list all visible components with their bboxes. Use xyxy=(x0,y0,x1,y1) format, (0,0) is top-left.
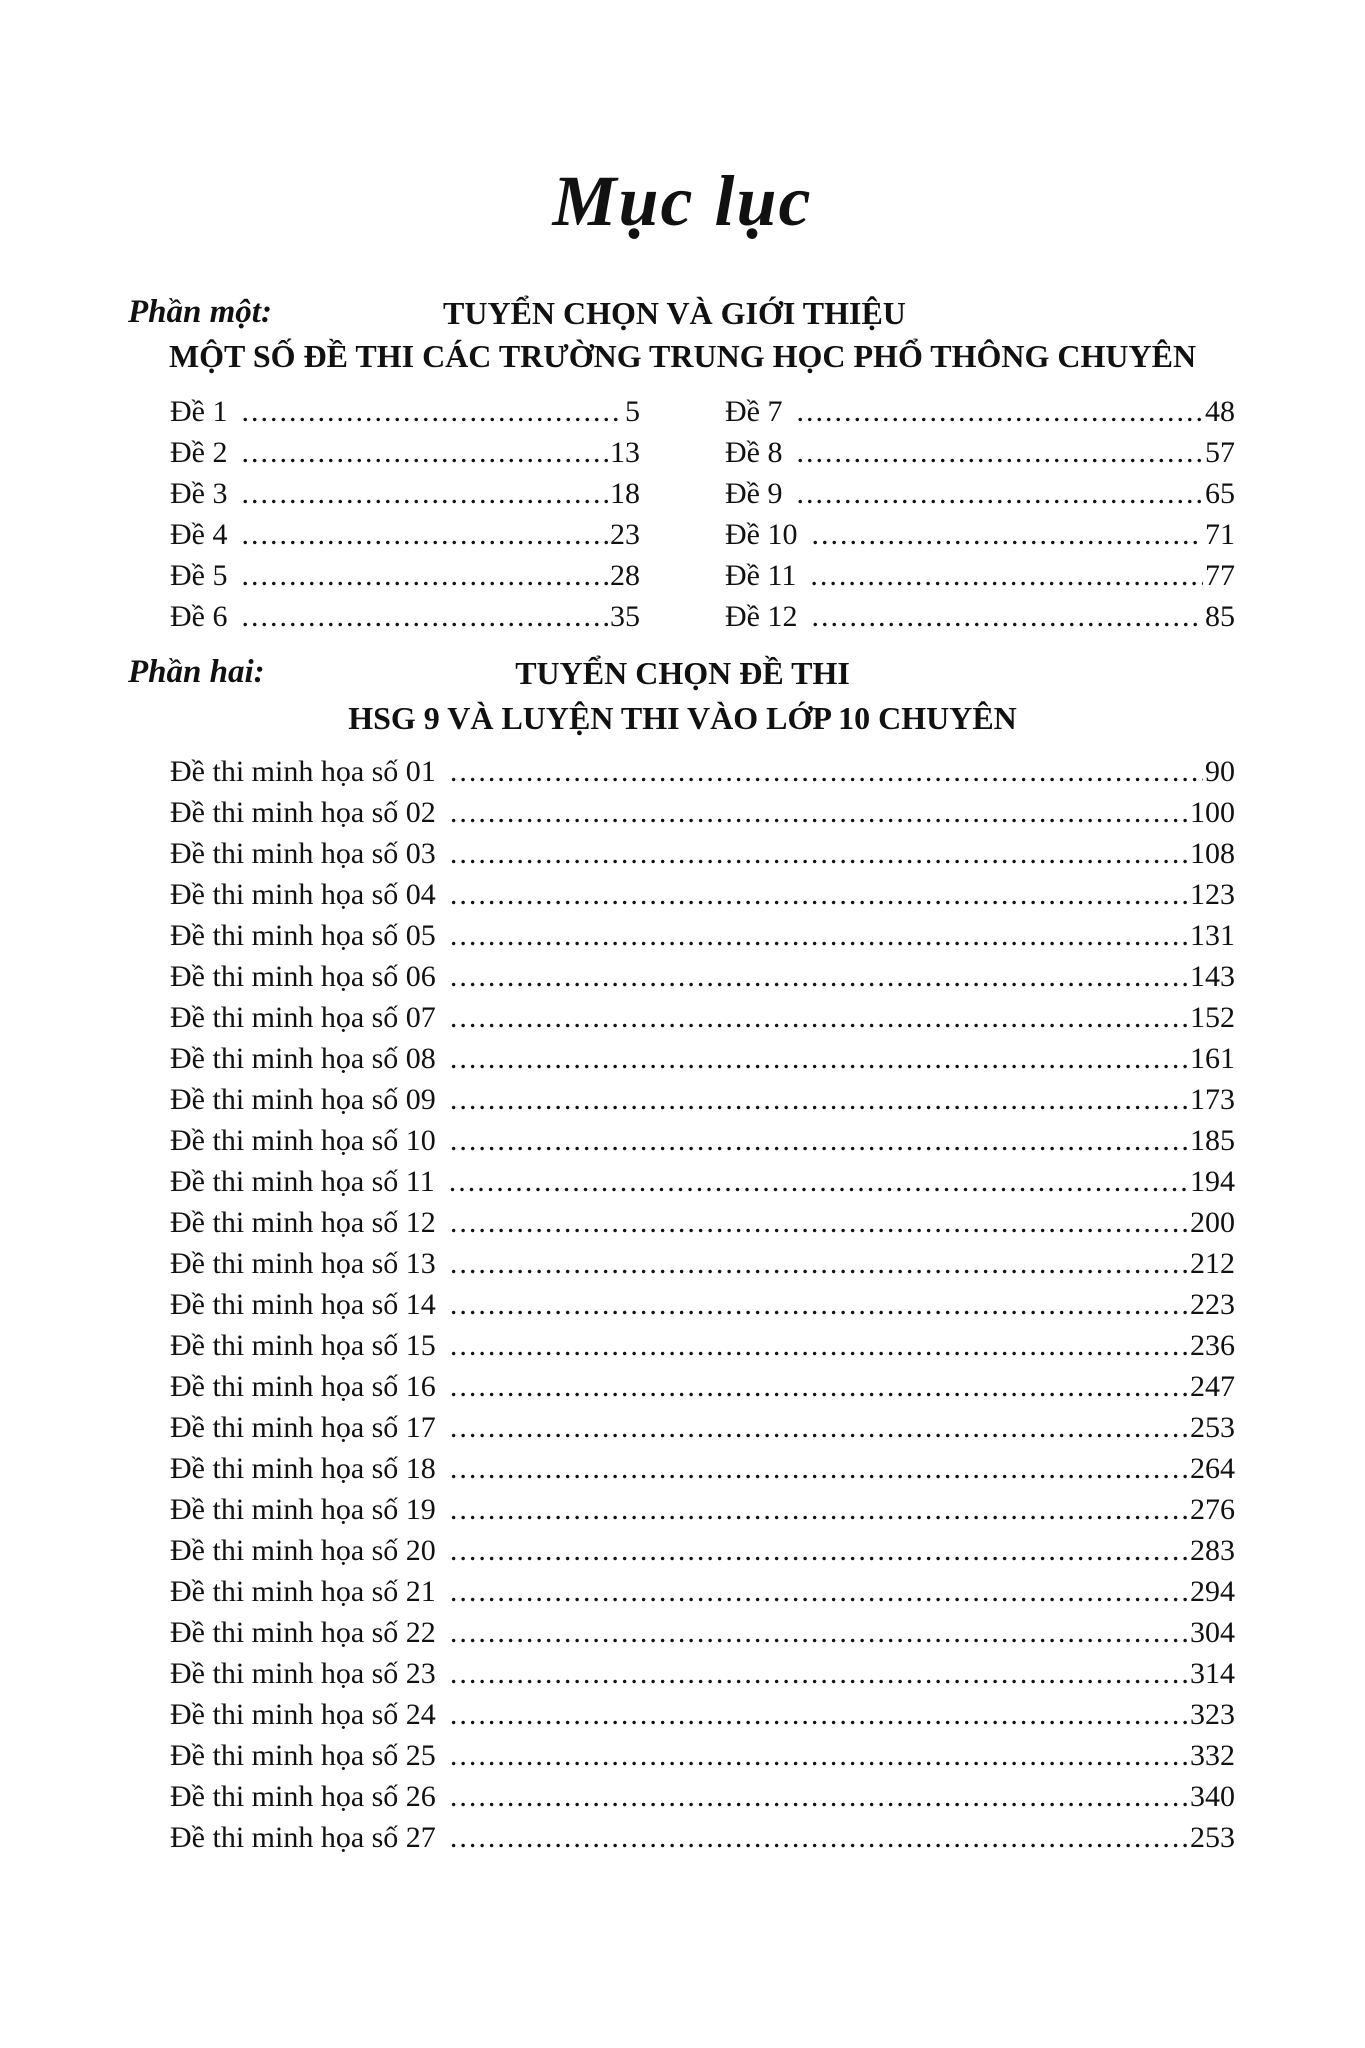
toc-entry-page-number: 294 xyxy=(1190,1575,1235,1608)
toc-entry-label: Đề thi minh họa số 19 xyxy=(170,1493,436,1526)
dot-leader xyxy=(450,998,1188,1038)
toc-entry-label: Đề thi minh họa số 07 xyxy=(170,1001,436,1034)
toc-entry-label: Đề thi minh họa số 20 xyxy=(170,1534,436,1567)
toc-entry-page-number: 100 xyxy=(1190,796,1235,829)
toc-entry-page-number: 253 xyxy=(1190,1411,1235,1444)
toc-entry-label: Đề 12 xyxy=(725,600,798,633)
toc-entry-page-number: 5 xyxy=(625,395,640,428)
toc-entry[interactable] xyxy=(170,1203,1235,1243)
dot-leader xyxy=(450,1777,1188,1817)
toc-entry-page-number: 18 xyxy=(610,477,640,510)
toc-entry-page-number: 223 xyxy=(1190,1288,1235,1321)
toc-entry[interactable] xyxy=(725,392,1235,432)
toc-entry[interactable] xyxy=(170,998,1235,1038)
toc-entry-label: Đề thi minh họa số 12 xyxy=(170,1206,436,1239)
toc-entry[interactable] xyxy=(170,556,640,596)
toc-entry-label: Đề 7 xyxy=(725,395,783,428)
dot-leader xyxy=(810,556,1203,596)
toc-entry[interactable] xyxy=(170,597,640,637)
toc-entry-page-number: 253 xyxy=(1190,1821,1235,1854)
toc-entry-label: Đề 8 xyxy=(725,436,783,469)
toc-entry-page-number: 57 xyxy=(1205,436,1235,469)
toc-entry[interactable] xyxy=(170,515,640,555)
toc-entry[interactable] xyxy=(725,597,1235,637)
toc-entry[interactable] xyxy=(170,1654,1235,1694)
dot-leader xyxy=(450,1285,1188,1325)
toc-entry-page-number: 152 xyxy=(1190,1001,1235,1034)
toc-entry[interactable] xyxy=(725,515,1235,555)
toc-entry-label: Đề thi minh họa số 15 xyxy=(170,1329,436,1362)
dot-leader xyxy=(241,392,623,432)
toc-entry-label: Đề thi minh họa số 08 xyxy=(170,1042,436,1075)
dot-leader xyxy=(450,1244,1188,1284)
toc-entry[interactable] xyxy=(170,1244,1235,1284)
page-title: Mục lục xyxy=(552,161,813,241)
toc-entry-page-number: 23 xyxy=(610,518,640,551)
toc-entry-page-number: 48 xyxy=(1205,395,1235,428)
toc-entry-label: Đề thi minh họa số 27 xyxy=(170,1821,436,1854)
dot-leader xyxy=(450,957,1188,997)
dot-leader xyxy=(450,1613,1188,1653)
toc-entry-page-number: 314 xyxy=(1190,1657,1235,1690)
toc-entry-page-number: 304 xyxy=(1190,1616,1235,1649)
toc-entry-page-number: 185 xyxy=(1190,1124,1235,1157)
toc-entry[interactable] xyxy=(170,957,1235,997)
dot-leader xyxy=(450,834,1188,874)
dot-leader xyxy=(241,474,608,514)
toc-entry[interactable] xyxy=(170,1777,1235,1817)
dot-leader xyxy=(796,433,1203,473)
toc-entry-label: Đề 5 xyxy=(170,559,228,592)
toc-entry[interactable] xyxy=(170,1080,1235,1120)
toc-entry[interactable] xyxy=(170,1449,1235,1489)
toc-entry[interactable] xyxy=(170,1367,1235,1407)
toc-entry-label: Đề thi minh họa số 21 xyxy=(170,1575,436,1608)
toc-entry-page-number: 71 xyxy=(1205,518,1235,551)
toc-entry[interactable] xyxy=(170,1736,1235,1776)
toc-entry-page-number: 332 xyxy=(1190,1739,1235,1772)
dot-leader xyxy=(241,556,608,596)
toc-entry-label: Đề 6 xyxy=(170,600,228,633)
toc-entry-label: Đề thi minh họa số 16 xyxy=(170,1370,436,1403)
toc-entry-label: Đề thi minh họa số 24 xyxy=(170,1698,436,1731)
toc-entry-page-number: 200 xyxy=(1190,1206,1235,1239)
toc-entry[interactable] xyxy=(170,1121,1235,1161)
dot-leader xyxy=(450,1449,1188,1489)
toc-entry[interactable] xyxy=(170,916,1235,956)
toc-entry-label: Đề thi minh họa số 22 xyxy=(170,1616,436,1649)
toc-entry[interactable] xyxy=(170,793,1235,833)
toc-entry-page-number: 131 xyxy=(1190,919,1235,952)
toc-entry-page-number: 212 xyxy=(1190,1247,1235,1280)
toc-entry-label: Đề thi minh họa số 13 xyxy=(170,1247,436,1280)
dot-leader xyxy=(450,916,1188,956)
toc-entry-label: Đề thi minh họa số 09 xyxy=(170,1083,436,1116)
toc-entry[interactable] xyxy=(170,1408,1235,1448)
toc-entry-label: Đề 4 xyxy=(170,518,228,551)
dot-leader xyxy=(450,875,1188,915)
part2-label: Phần hai: xyxy=(128,654,265,690)
toc-entry-label: Đề 11 xyxy=(725,559,797,592)
toc-entry[interactable] xyxy=(170,1285,1235,1325)
toc-entry[interactable] xyxy=(170,752,1235,792)
dot-leader xyxy=(241,433,608,473)
dot-leader xyxy=(449,1162,1188,1202)
toc-entry-page-number: 194 xyxy=(1190,1165,1235,1198)
toc-entry-page-number: 236 xyxy=(1190,1329,1235,1362)
toc-entry-page-number: 283 xyxy=(1190,1534,1235,1567)
dot-leader xyxy=(241,515,608,555)
toc-entry-label: Đề thi minh họa số 02 xyxy=(170,796,436,829)
toc-entry[interactable] xyxy=(170,1695,1235,1735)
dot-leader xyxy=(450,752,1203,792)
toc-entry-label: Đề 3 xyxy=(170,477,228,510)
toc-entry-page-number: 108 xyxy=(1190,837,1235,870)
dot-leader xyxy=(450,1736,1188,1776)
dot-leader xyxy=(450,1408,1188,1448)
toc-entry[interactable] xyxy=(170,834,1235,874)
dot-leader xyxy=(450,1490,1188,1530)
toc-entry-label: Đề thi minh họa số 25 xyxy=(170,1739,436,1772)
dot-leader xyxy=(450,1080,1188,1120)
toc-entry-label: Đề thi minh họa số 06 xyxy=(170,960,436,993)
toc-entry[interactable] xyxy=(725,474,1235,514)
toc-entry[interactable] xyxy=(170,1162,1235,1202)
part1-heading-line2: MỘT SỐ ĐỀ THI CÁC TRƯỜNG TRUNG HỌC PHỔ THÔNG CHUYÊN xyxy=(168,338,1197,374)
dot-leader xyxy=(450,1654,1188,1694)
toc-entry[interactable] xyxy=(170,875,1235,915)
part2-heading-line1: TUYỂN CHỌN ĐỀ THI xyxy=(515,655,850,691)
dot-leader xyxy=(811,597,1203,637)
toc-entry-label: Đề thi minh họa số 05 xyxy=(170,919,436,952)
dot-leader xyxy=(450,1367,1188,1407)
toc-entry-label: Đề thi minh họa số 26 xyxy=(170,1780,436,1813)
dot-leader xyxy=(450,1572,1188,1612)
toc-entry-page-number: 65 xyxy=(1205,477,1235,510)
toc-entry-page-number: 143 xyxy=(1190,960,1235,993)
toc-entry[interactable] xyxy=(170,474,640,514)
toc-entry-page-number: 28 xyxy=(610,559,640,592)
toc-entry-page-number: 85 xyxy=(1205,600,1235,633)
toc-entry[interactable] xyxy=(170,1572,1235,1612)
part1-label: Phần một: xyxy=(128,294,272,330)
toc-entry-label: Đề thi minh họa số 18 xyxy=(170,1452,436,1485)
toc-entry-page-number: 340 xyxy=(1190,1780,1235,1813)
toc-entry-label: Đề thi minh họa số 10 xyxy=(170,1124,436,1157)
dot-leader xyxy=(811,515,1203,555)
toc-entry-label: Đề thi minh họa số 04 xyxy=(170,878,436,911)
toc-entry-label: Đề thi minh họa số 17 xyxy=(170,1411,436,1444)
toc-entry[interactable] xyxy=(170,433,640,473)
dot-leader xyxy=(450,1531,1188,1571)
toc-entry[interactable] xyxy=(170,1039,1235,1079)
toc-entry-page-number: 123 xyxy=(1190,878,1235,911)
toc-entry-label: Đề thi minh họa số 03 xyxy=(170,837,436,870)
dot-leader xyxy=(796,474,1203,514)
toc-entry-page-number: 161 xyxy=(1190,1042,1235,1075)
toc-entry[interactable] xyxy=(170,1326,1235,1366)
toc-entry-label: Đề 9 xyxy=(725,477,783,510)
toc-entry-page-number: 264 xyxy=(1190,1452,1235,1485)
part1-heading-line1: TUYỂN CHỌN VÀ GIỚI THIỆU xyxy=(443,295,906,331)
toc-entry[interactable] xyxy=(170,1490,1235,1530)
toc-entry-page-number: 247 xyxy=(1190,1370,1235,1403)
toc-entry-label: Đề 10 xyxy=(725,518,798,551)
toc-entry[interactable] xyxy=(170,392,640,432)
toc-entry-label: Đề thi minh họa số 14 xyxy=(170,1288,436,1321)
toc-entry-label: Đề thi minh họa số 11 xyxy=(170,1165,435,1198)
dot-leader xyxy=(450,1818,1188,1858)
toc-entry-page-number: 13 xyxy=(610,436,640,469)
part2-heading-line2: HSG 9 VÀ LUYỆN THI VÀO LỚP 10 CHUYÊN xyxy=(348,700,1017,736)
dot-leader xyxy=(241,597,608,637)
toc-entry[interactable] xyxy=(725,556,1235,596)
dot-leader xyxy=(450,1203,1188,1243)
toc-entry-label: Đề 1 xyxy=(170,395,228,428)
toc-entry[interactable] xyxy=(725,433,1235,473)
dot-leader xyxy=(450,1039,1188,1079)
dot-leader xyxy=(796,392,1203,432)
dot-leader xyxy=(450,1326,1188,1366)
toc-entry[interactable] xyxy=(170,1613,1235,1653)
dot-leader xyxy=(450,793,1188,833)
toc-entry[interactable] xyxy=(170,1818,1235,1858)
toc-entry-page-number: 323 xyxy=(1190,1698,1235,1731)
toc-entry-label: Đề thi minh họa số 23 xyxy=(170,1657,436,1690)
toc-entry-label: Đề thi minh họa số 01 xyxy=(170,755,436,788)
toc-entry[interactable] xyxy=(170,1531,1235,1571)
dot-leader xyxy=(450,1695,1188,1735)
dot-leader xyxy=(450,1121,1188,1161)
toc-entry-page-number: 35 xyxy=(610,600,640,633)
toc-entry-page-number: 90 xyxy=(1205,755,1235,788)
toc-entry-label: Đề 2 xyxy=(170,436,228,469)
toc-entry-page-number: 77 xyxy=(1205,559,1235,592)
toc-entry-page-number: 276 xyxy=(1190,1493,1235,1526)
toc-entry-page-number: 173 xyxy=(1190,1083,1235,1116)
